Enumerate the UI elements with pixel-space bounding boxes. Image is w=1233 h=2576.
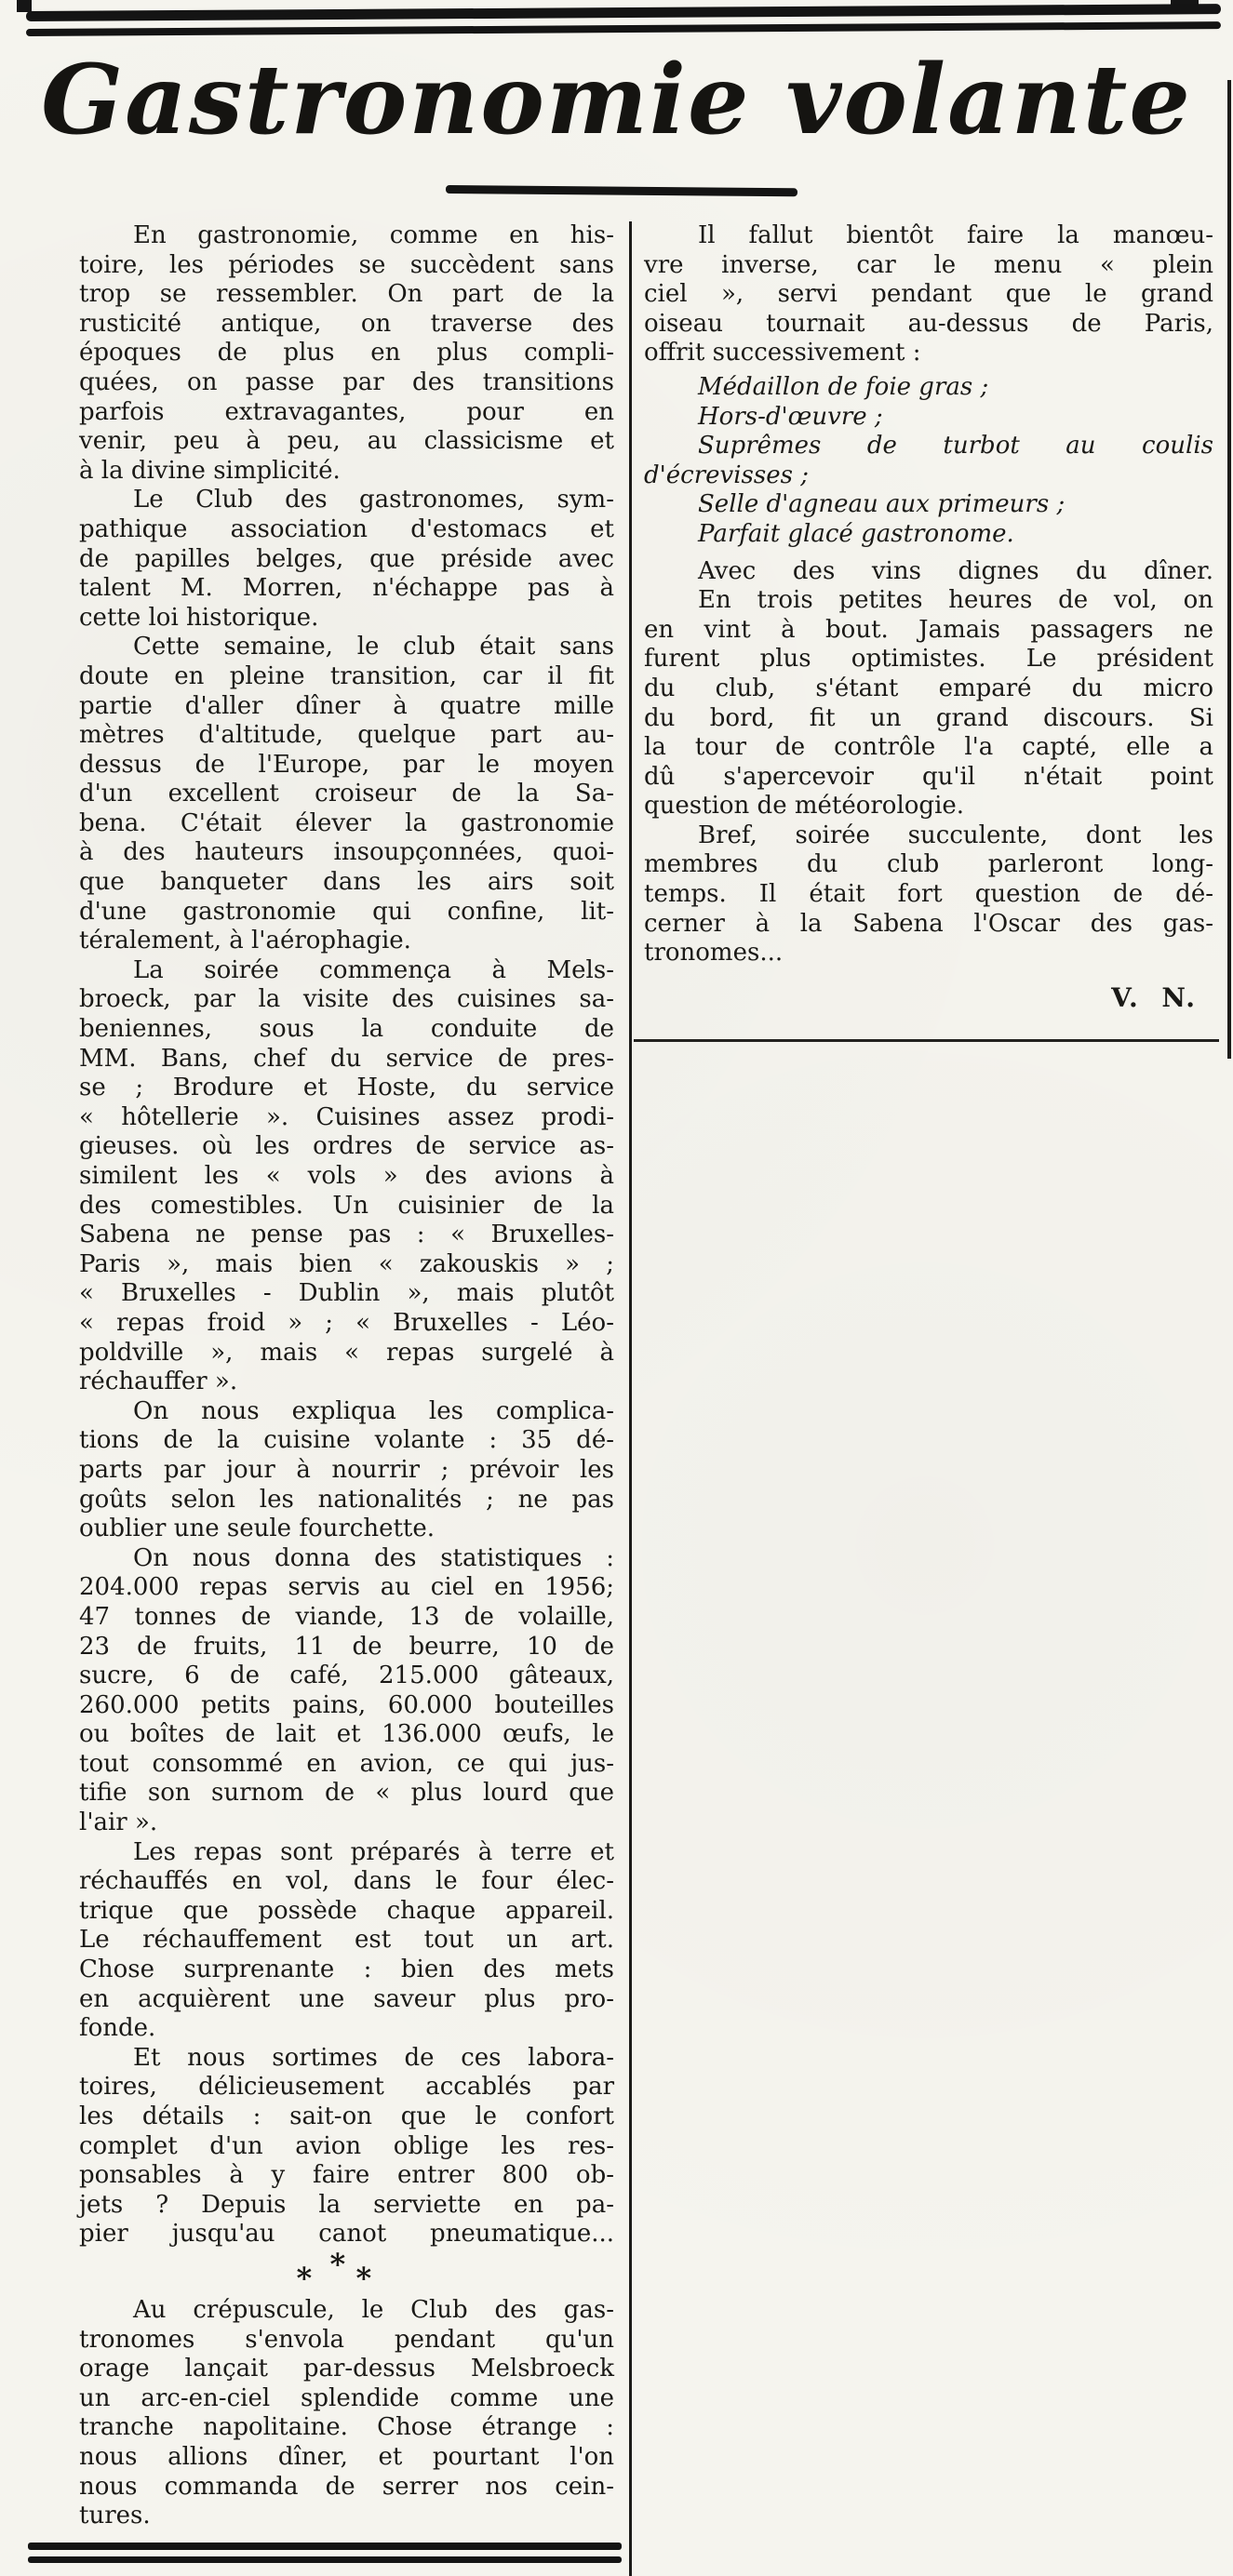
text-line: fonde. <box>79 2014 156 2043</box>
bottom-double-rule-lower <box>28 2556 622 2563</box>
text-line: Cette semaine, le club était sans <box>133 633 614 661</box>
text-line: temps. Il était fort question de dé- <box>644 880 1213 909</box>
text-line: broeck, par la visite des cuisines sa- <box>79 985 614 1014</box>
separator-asterisks <box>79 2246 614 2296</box>
text-line: doute en pleine transition, car il fit <box>79 661 614 690</box>
text-line: Paris », mais bien « zakouskis » ; <box>79 1249 614 1278</box>
text-line: parts par jour à nourrir ; prévoir les <box>79 1455 614 1484</box>
text-line: question de météorologie. <box>644 792 965 821</box>
text-line: 204.000 repas servis au ciel en 1956; <box>79 1573 614 1602</box>
menu-line: Parfait glacé gastronome. <box>698 519 1014 548</box>
text-line: beniennes, sous la conduite de <box>79 1015 614 1044</box>
menu-line: Hors-d'œuvre ; <box>698 402 883 431</box>
text-line: toire, les périodes se succèdent sans <box>79 250 614 279</box>
text-line: les détails : sait-on que le confort <box>79 2102 614 2130</box>
text-line: trique que possède chaque appareil. <box>79 1896 614 1925</box>
text-line: La soirée commença à Mels- <box>133 955 614 984</box>
text-line: On nous expliqua les complica- <box>133 1396 614 1425</box>
text-line: talent M. Morren, n'échappe pas à <box>79 574 614 603</box>
text-line: tronomes... <box>644 939 784 968</box>
text-line: Bref, soirée succulente, dont les <box>698 821 1213 849</box>
text-line: l'air ». <box>79 1809 158 1837</box>
text-line: tions de la cuisine volante : 35 dé- <box>79 1426 614 1455</box>
text-line: Avec des vins dignes du dîner. <box>698 556 1213 585</box>
menu-line: Selle d'agneau aux primeurs ; <box>698 490 1065 519</box>
text-line: parfois extravagantes, pour en <box>79 397 614 426</box>
text-line: en vint à bout. Jamais passagers ne <box>644 615 1213 644</box>
text-line: furent plus optimistes. Le président <box>644 645 1213 674</box>
text-line: époques de plus en plus compli- <box>79 339 614 367</box>
text-line: tifie son surnom de « plus lourd que <box>79 1779 614 1808</box>
asterisk-glyph: * <box>329 2246 346 2282</box>
text-line: cerner à la Sabena l'Oscar des gas- <box>644 909 1213 938</box>
text-line: Il fallut bientôt faire la manœu- <box>698 221 1213 249</box>
asterisk-glyph: * <box>296 2260 313 2296</box>
text-line: poldville », mais « repas surgelé à <box>79 1338 614 1367</box>
text-line: vre inverse, car le menu « plein <box>644 250 1213 279</box>
text-line: On nous donna des statistiques : <box>133 1543 614 1572</box>
text-line: se ; Brodure et Hoste, du service <box>79 1074 614 1102</box>
text-line: pathique association d'estomacs et <box>79 514 614 543</box>
text-line: tronomes s'envola pendant qu'un <box>79 2325 614 2354</box>
text-line: des comestibles. Un cuisinier de la <box>79 1191 614 1220</box>
text-line: téralement, à l'aérophagie. <box>79 927 411 955</box>
text-line: à des hauteurs insoupçonnées, quoi- <box>79 838 614 867</box>
text-line: oublier une seule fourchette. <box>79 1515 436 1543</box>
text-line: du bord, fit un grand discours. Si <box>644 703 1213 732</box>
text-line: trop se ressembler. On part de la <box>79 280 614 309</box>
text-line: un arc-en-ciel splendide comme une <box>79 2383 614 2412</box>
text-line: similent les « vols » des avions à <box>79 1162 614 1190</box>
right-edge-rule <box>1227 80 1231 1059</box>
text-line: MM. Bans, chef du service de pres- <box>79 1044 614 1073</box>
menu-line: Médaillon de foie gras ; <box>698 372 989 401</box>
article-title: Gastronomie volante <box>41 44 1192 156</box>
text-line: Le réchauffement est tout un art. <box>79 1926 614 1955</box>
menu-line: d'écrevisses ; <box>644 460 809 489</box>
text-line: nous allions dîner, et pourtant l'on <box>79 2442 614 2471</box>
top-double-rule-upper <box>26 4 1221 21</box>
text-line: à la divine simplicité. <box>79 456 341 485</box>
right-column <box>644 221 1213 1012</box>
text-line: ciel », servi pendant que le grand <box>644 280 1213 309</box>
text-line: bena. C'était élever la gastronomie <box>79 808 614 837</box>
text-line: partie d'aller dîner à quatre mille <box>79 691 614 720</box>
text-line: membres du club parleront long- <box>644 850 1213 879</box>
text-line: de papilles belges, que préside avec <box>79 544 614 573</box>
left-column <box>79 221 614 2531</box>
text-line: tout consommé en avion, ce qui jus- <box>79 1749 614 1778</box>
title-underline-rule <box>446 185 797 196</box>
text-line: venir, peu à peu, au classicisme et <box>79 427 614 456</box>
text-line: mètres d'altitude, quelque part au- <box>79 721 614 750</box>
text-line: goûts selon les nationalités ; ne pas <box>79 1485 614 1514</box>
bottom-double-rule-upper <box>28 2543 622 2550</box>
text-line: dessus de l'Europe, par le moyen <box>79 750 614 779</box>
text-line: nous commanda de serrer nos cein- <box>79 2472 614 2501</box>
text-line: d'une gastronomie qui confine, lit- <box>79 897 614 926</box>
asterisk-glyph: * <box>355 2260 372 2296</box>
text-line: que banqueter dans les airs soit <box>79 868 614 897</box>
text-line: tures. <box>79 2502 151 2530</box>
text-line: en acquièrent une saveur plus pro- <box>79 1984 614 2013</box>
text-line: oiseau tournait au-dessus de Paris, <box>644 309 1213 338</box>
text-line: du club, s'étant emparé du micro <box>644 674 1213 702</box>
text-line: 23 de fruits, 11 de beurre, 10 de <box>79 1632 614 1661</box>
text-line: complet d'un avion oblige les res- <box>79 2131 614 2160</box>
text-line: dû s'apercevoir qu'il n'était point <box>644 762 1213 791</box>
right-column-end-rule <box>634 1039 1219 1042</box>
column-divider-rule <box>629 221 632 2576</box>
text-line: Au crépuscule, le Club des gas- <box>133 2295 614 2324</box>
text-line: « Bruxelles - Dublin », mais plutôt <box>79 1279 614 1308</box>
text-line: rusticité antique, on traverse des <box>79 309 614 338</box>
text-line: pier jusqu'au canot pneumatique... <box>79 2220 614 2249</box>
text-line: Et nous sortimes de ces labora- <box>133 2043 614 2072</box>
text-line: sucre, 6 de café, 215.000 gâteaux, <box>79 1662 614 1690</box>
text-line: 47 tonnes de viande, 13 de volaille, <box>79 1602 614 1631</box>
text-line: orage lançait par-dessus Melsbroeck <box>79 2355 614 2383</box>
menu-line: Suprêmes de turbot au coulis <box>698 432 1213 460</box>
text-line: jets ? Depuis la serviette en pa- <box>79 2190 614 2219</box>
text-line: réchauffer ». <box>79 1368 238 1396</box>
text-line: « hôtellerie ». Cuisines assez prodi- <box>79 1102 614 1131</box>
text-line: Sabena ne pense pas : « Bruxelles- <box>79 1221 614 1249</box>
text-line: En trois petites heures de vol, on <box>698 586 1213 615</box>
author-initials: V. N. <box>1111 981 1197 1013</box>
text-line: réchauffés en vol, dans le four élec- <box>79 1867 614 1896</box>
text-line: En gastronomie, comme en his- <box>133 221 614 249</box>
top-double-rule-lower <box>26 21 1221 36</box>
text-line: 260.000 petits pains, 60.000 bouteilles <box>79 1690 614 1719</box>
text-line: Les repas sont préparés à terre et <box>133 1837 614 1866</box>
text-line: toires, délicieusement accablés par <box>79 2073 614 2102</box>
text-line: quées, on passe par des transitions <box>79 367 614 396</box>
text-line: cette loi historique. <box>79 603 319 632</box>
text-line: offrit successivement : <box>644 339 921 367</box>
text-line: « repas froid » ; « Bruxelles - Léo- <box>79 1308 614 1337</box>
text-line: d'un excellent croiseur de la Sa- <box>79 780 614 808</box>
text-line: Le Club des gastronomes, sym- <box>133 486 614 514</box>
text-line: Chose surprenante : bien des mets <box>79 1955 614 1984</box>
text-line: la tour de contrôle l'a capté, elle a <box>644 733 1213 762</box>
text-line: tranche napolitaine. Chose étrange : <box>79 2413 614 2442</box>
text-line: gieuses. où les ordres de service as- <box>79 1132 614 1161</box>
text-line: ou boîtes de lait et 136.000 œufs, le <box>79 1720 614 1749</box>
text-line: ponsables à y faire entrer 800 ob- <box>79 2161 614 2190</box>
